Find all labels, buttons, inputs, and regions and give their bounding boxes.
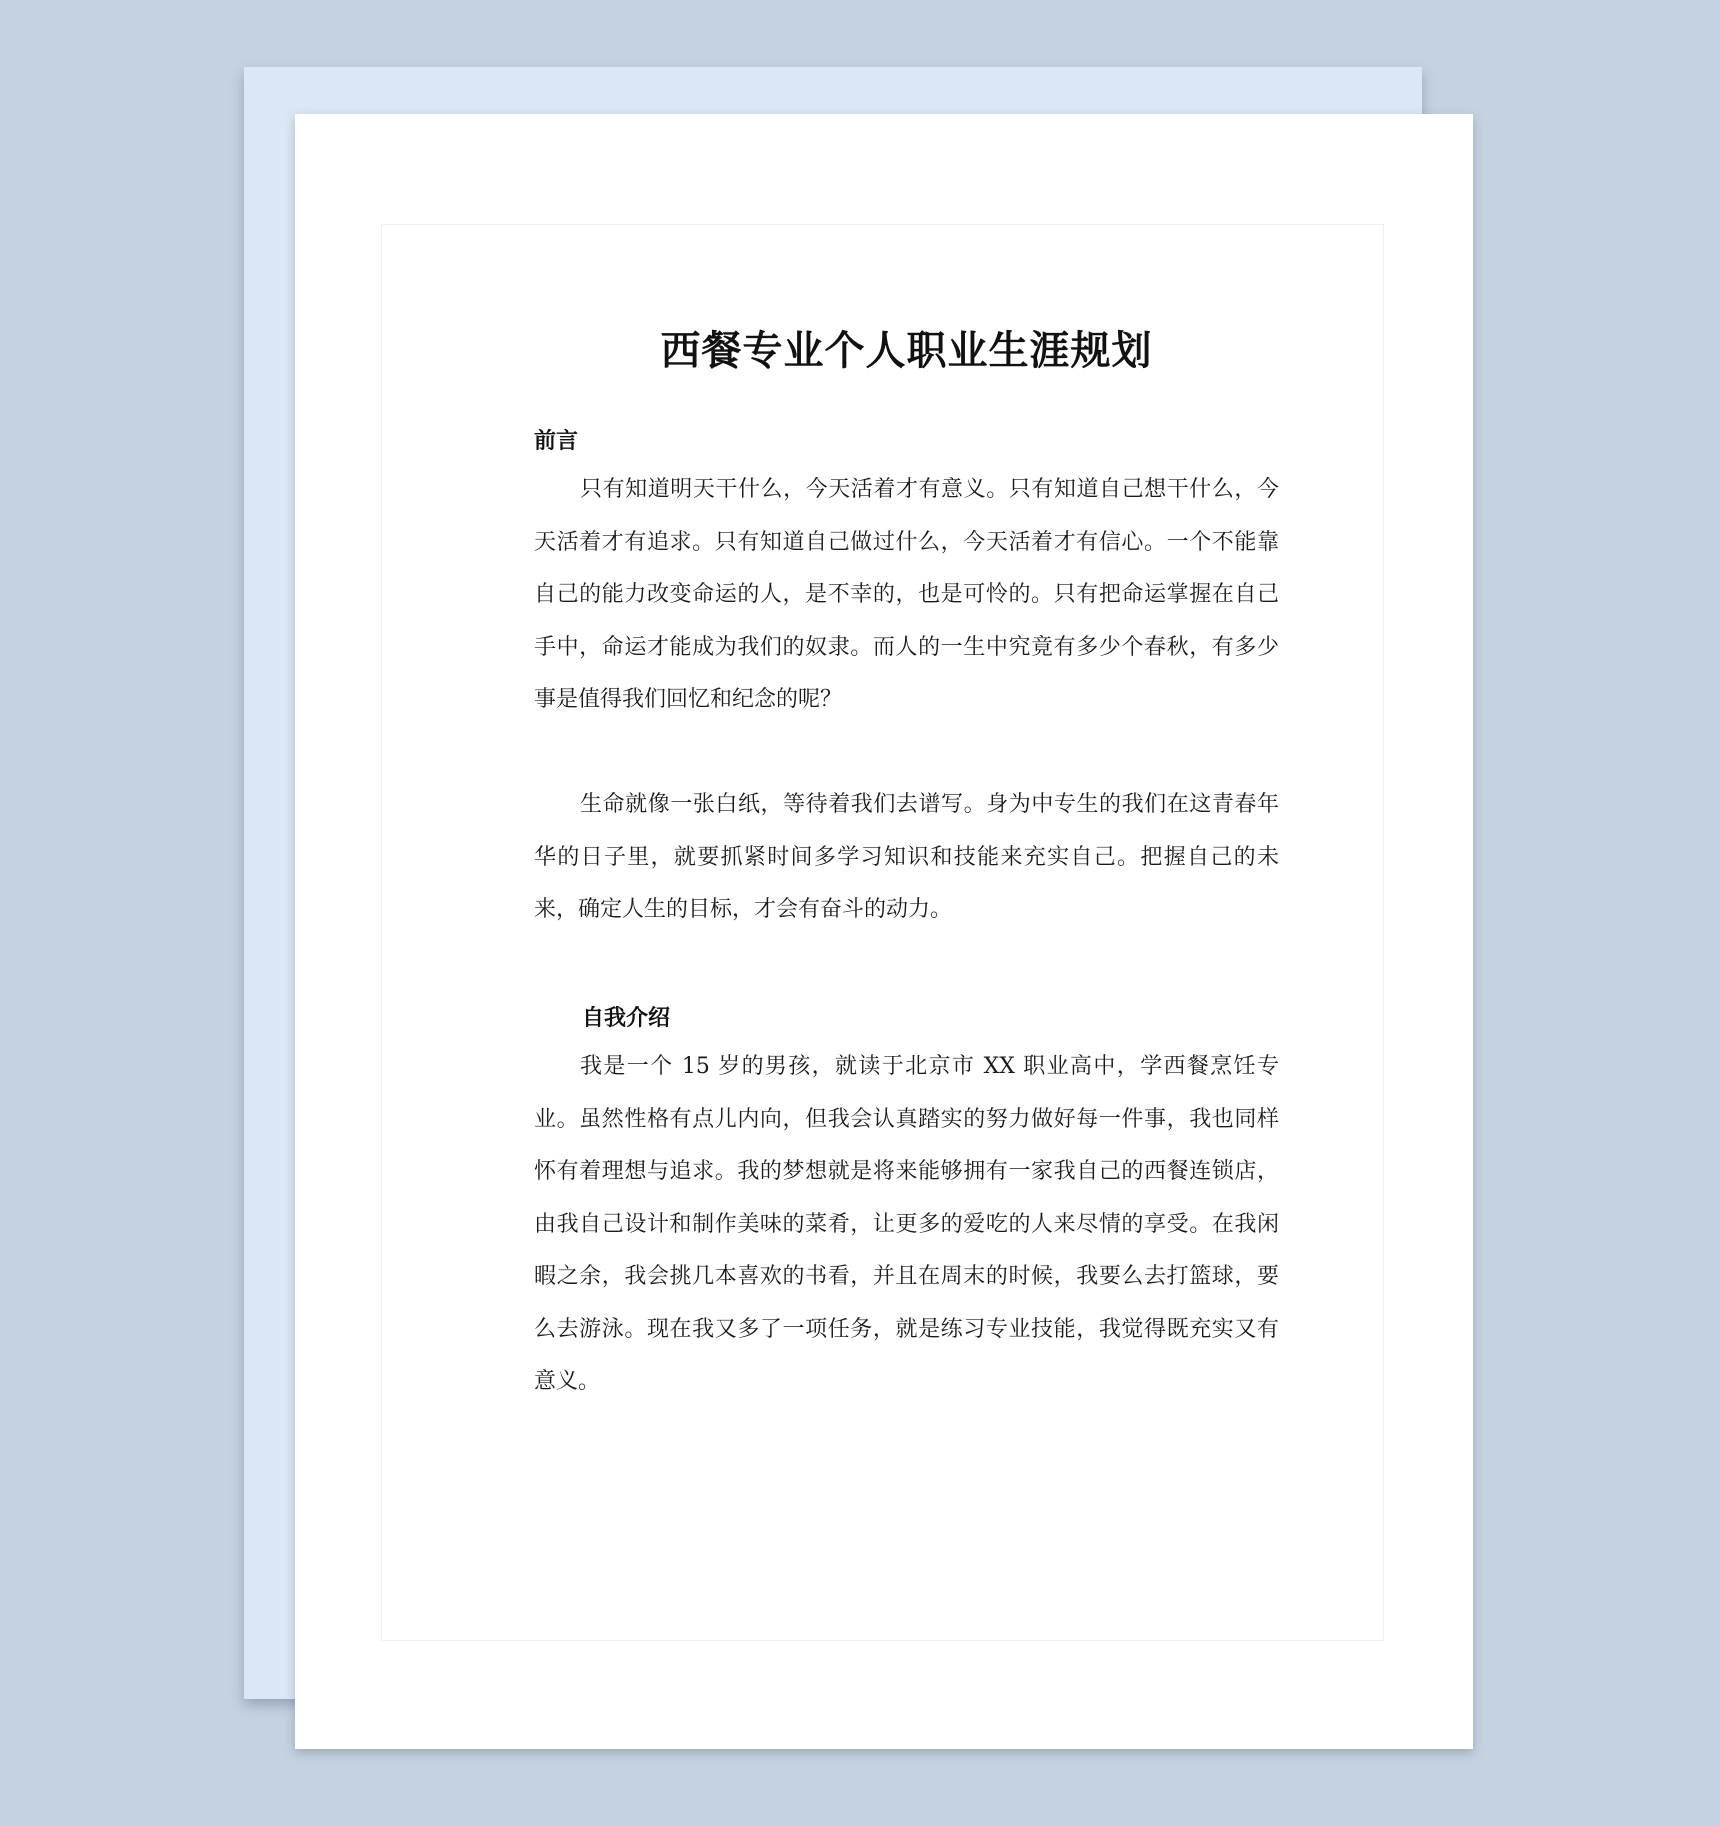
- self-introduction-paragraph: 我是一个 15 岁的男孩，就读于北京市 XX 职业高中，学西餐烹饪专业。虽然性格有点儿内向，但我会认真踏实的努力做好每一件事，我也同样怀有着理想与追求。我的梦想就是将来能够拥有一家我自己的西餐连锁店，由我自己设计和制作美味的菜肴，让更多的爱吃的人来尽情的享受。在我闲暇之余，我会挑几本喜欢的书看，并且在周末的时候，我要么去打篮球，要么去游泳。现在我又多了一项任务，就是练习专业技能，我觉得既充实又有意义。: [534, 1054, 1279, 1394]
- section-heading-preface: 前言: [534, 428, 579, 454]
- preface-paragraph-1: 只有知道明天干什么，今天活着才有意义。只有知道自己想干什么，今天活着才有追求。只有知道自己做过什么，今天活着才有信心。一个不能靠自己的能力改变命运的人，是不幸的，也是可怜的。只有把命运掌握在自己手中，命运才能成为我们的奴隶。而人的一生中究竟有多少个春秋，有多少事是值得我们回忆和纪念的呢？: [534, 477, 1279, 712]
- document-title: 西餐专业个人职业生涯规划: [660, 327, 1153, 374]
- front-page-sheet: [295, 114, 1473, 1749]
- preface-paragraph-2: 生命就像一张白纸，等待着我们去谱写。身为中专生的我们在这青春年华的日子里，就要抓紧时间多学习知识和技能来充实自己。把握自己的未来，确定人生的目标，才会有奋斗的动力。: [534, 792, 1279, 922]
- section-heading-self-introduction: 自我介绍: [582, 1005, 671, 1031]
